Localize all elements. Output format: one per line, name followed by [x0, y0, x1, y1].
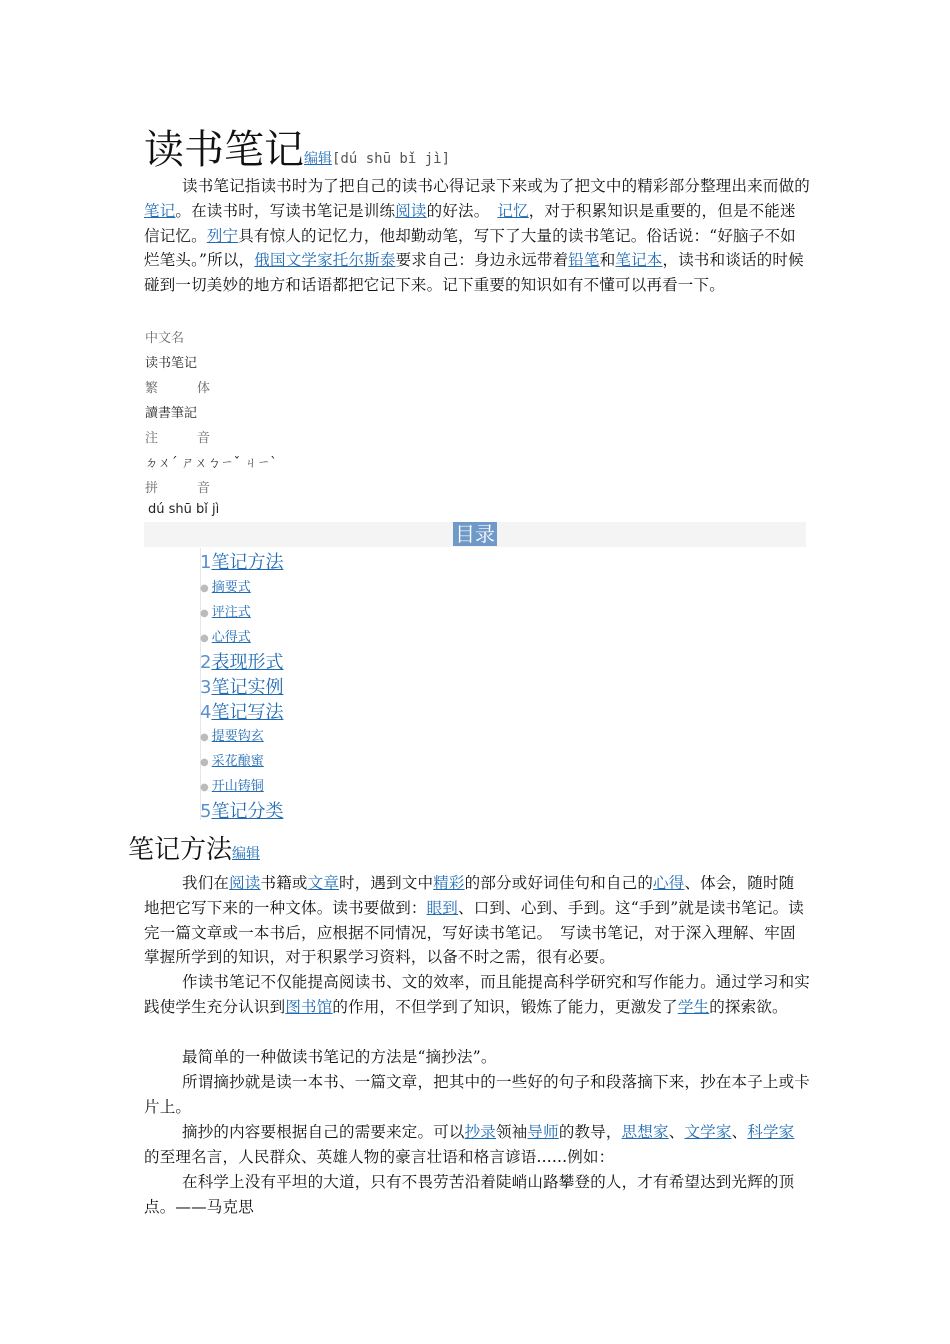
para-text: 作读书笔记不仅能提高阅读书、文的效率，而且能提高科学研究和写作能力。通过学习和实践使学生充分认识到: [144, 973, 811, 1016]
toc-link[interactable]: 表现形式: [211, 652, 284, 673]
toc-item[interactable]: [200, 673, 283, 699]
toc-title-text: 目录: [455, 522, 495, 546]
infobox-label: 中文名: [145, 331, 185, 346]
toc-link[interactable]: 摘要式: [211, 580, 251, 595]
toc-item[interactable]: [200, 698, 283, 724]
link-sixiangjia[interactable]: 思想家: [621, 1123, 669, 1141]
infobox-label: 拼 音: [145, 481, 211, 496]
infobox-label: 注 音: [145, 431, 211, 446]
toc-item[interactable]: [200, 797, 283, 823]
para-text: 书籍或: [260, 874, 308, 892]
infobox-value: 读书笔记: [145, 356, 198, 371]
section-heading-row: [128, 829, 260, 866]
link-yuedu[interactable]: 阅读: [229, 874, 261, 892]
infobox-value: 讀書筆記: [145, 406, 198, 421]
intro-text: ，对于积累知识是重要的，但是不能迷信记忆。: [144, 201, 796, 245]
link-wenzhang[interactable]: 文章: [307, 874, 340, 892]
link-yuedu[interactable]: 阅读: [395, 201, 427, 220]
bullet-icon: ●: [200, 732, 209, 743]
link-xuesheng[interactable]: 学生: [677, 997, 710, 1016]
section-paragraph-6: 在科学上没有平坦的大道，只有不畏劳苦沿着陡峭山路攀登的人，才有希望达到光辉的顶点。——马克思: [144, 1173, 795, 1216]
toc-subitem[interactable]: [200, 725, 264, 744]
intro-text: 要求自己：身边永远带着: [395, 251, 569, 270]
para-text: 的部分或好词佳句和自己的: [464, 874, 654, 892]
intro-text: 读书笔记指读书时为了把自己的读书心得记录下来或为了把文中的精彩部分整理出来而做的: [182, 177, 811, 195]
link-biji[interactable]: 笔记: [144, 201, 176, 220]
para-text: 的作用，不但学到了知识，锻炼了能力，更激发了: [332, 997, 678, 1016]
section-paragraph-2: [144, 970, 810, 1020]
toc-subitem[interactable]: [200, 601, 251, 620]
bullet-icon: ●: [200, 633, 209, 644]
para-text: 时，遇到文中: [339, 874, 434, 892]
para-text: 、: [668, 1123, 685, 1141]
link-wenxuejia[interactable]: 文学家: [684, 1123, 732, 1141]
toc-link[interactable]: 心得式: [211, 630, 251, 645]
link-chaolu[interactable]: 抄录: [464, 1123, 497, 1141]
toc-number: 5: [200, 801, 212, 822]
intro-paragraph: [144, 174, 810, 298]
toc-link[interactable]: 开山铸铜: [211, 779, 264, 794]
toc-number: 2: [200, 652, 212, 673]
intro-text: ，读书和谈话的时候碰到一切美妙的地方和话语都把它记下来。记下重要的知识如有不懂可以再看一下。: [144, 251, 804, 295]
link-qianbi[interactable]: 铅笔: [568, 251, 600, 270]
toc-item[interactable]: [200, 548, 283, 574]
intro-text: 具有惊人的记忆力，他却勤动笔，写下了大量的读书笔记。俗话说：“好脑子不如烂笔头。”所以，: [144, 226, 796, 270]
toc-link[interactable]: 采花酿蜜: [211, 754, 264, 769]
link-liening[interactable]: 列宁: [206, 226, 239, 245]
para-text: 、体会，随时随地把它写下来的一种文体。读书要做到：: [144, 874, 795, 917]
toc-subitem[interactable]: [200, 750, 264, 769]
infobox-value: ㄉㄨˊ ㄕㄨㄅㄧˇ ㄐㄧˋ: [145, 456, 277, 471]
para-text: 的探索欲。: [709, 997, 788, 1016]
link-jiyi[interactable]: 记忆: [497, 201, 529, 220]
link-jingcai[interactable]: 精彩: [433, 874, 465, 892]
section-edit-link[interactable]: 编辑: [232, 846, 261, 862]
para-text: 摘抄的内容要根据自己的需要来定。可以: [182, 1123, 465, 1141]
bullet-icon: ●: [200, 757, 209, 768]
toc-link[interactable]: 笔记方法: [211, 552, 284, 573]
link-xinde[interactable]: 心得: [653, 874, 685, 892]
para-text: 我们在: [182, 874, 230, 892]
para-text: 、口到、心到、手到。这“手到”就是读书笔记。读完一篇文章或一本书后，应根据不同情况，写好读书笔记。 写读书笔记，对于深入理解、牢固掌握所学到的知识，对于积累学习资料，以备不时之需，很有必要。: [144, 898, 804, 967]
bullet-icon: ●: [200, 782, 209, 793]
para-text: 的教导，: [558, 1123, 622, 1141]
link-tushuguan[interactable]: 图书馆: [285, 997, 333, 1016]
page-title-row: [144, 124, 450, 176]
toc-link[interactable]: 评注式: [211, 605, 251, 620]
section-paragraph-4: 所谓摘抄就是读一本书、一篇文章，把其中的一些好的句子和段落摘下来，抄在本子上或卡片上。: [144, 1073, 811, 1116]
title-edit-link[interactable]: 编辑: [304, 151, 332, 167]
toc-item[interactable]: [200, 648, 283, 674]
toc-number: 3: [200, 677, 212, 698]
section-paragraph-1: [144, 871, 810, 970]
toc-link[interactable]: 提要钩玄: [211, 729, 264, 744]
page-title: 读书笔记: [144, 127, 304, 173]
title-pinyin: [dú shū bǐ jì]: [332, 151, 451, 167]
section-heading: 笔记方法: [128, 835, 233, 865]
intro-text: 和: [599, 251, 616, 270]
toc-number: 4: [200, 702, 212, 723]
link-tuoersitai[interactable]: 俄国文学家托尔斯泰: [254, 251, 396, 270]
toc-subitem[interactable]: [200, 775, 264, 794]
toc-number: 1: [200, 552, 212, 573]
link-bijiben[interactable]: 笔记本: [615, 251, 663, 270]
section-paragraph-3: 最简单的一种做读书笔记的方法是“摘抄法”。: [182, 1048, 497, 1066]
link-daoshi[interactable]: 导师: [527, 1123, 559, 1141]
link-yandao[interactable]: 眼到: [426, 898, 459, 917]
toc-subitem[interactable]: [200, 626, 251, 645]
toc-header: [144, 522, 806, 547]
toc-title: [144, 522, 806, 547]
section-paragraph-5: [144, 1120, 810, 1170]
toc-link[interactable]: 笔记实例: [211, 677, 284, 698]
toc-subitem[interactable]: [200, 576, 251, 595]
para-text: 的至理名言，人民群众、英雄人物的豪言壮语和格言谚语......例如：: [144, 1147, 615, 1166]
bullet-icon: ●: [200, 583, 209, 594]
toc-link[interactable]: 笔记分类: [211, 801, 284, 822]
intro-text: 的好法。: [426, 201, 498, 220]
infobox-value: dú shū bǐ jì: [148, 502, 220, 517]
toc-link[interactable]: 笔记写法: [211, 702, 284, 723]
para-text: 、: [731, 1123, 748, 1141]
infobox-label: 繁 体: [145, 381, 211, 396]
link-kexuejia[interactable]: 科学家: [747, 1123, 795, 1141]
bullet-icon: ●: [200, 608, 209, 619]
para-text: 领袖: [496, 1123, 528, 1141]
intro-text: 。在读书时，写读书笔记是训练: [175, 201, 396, 220]
